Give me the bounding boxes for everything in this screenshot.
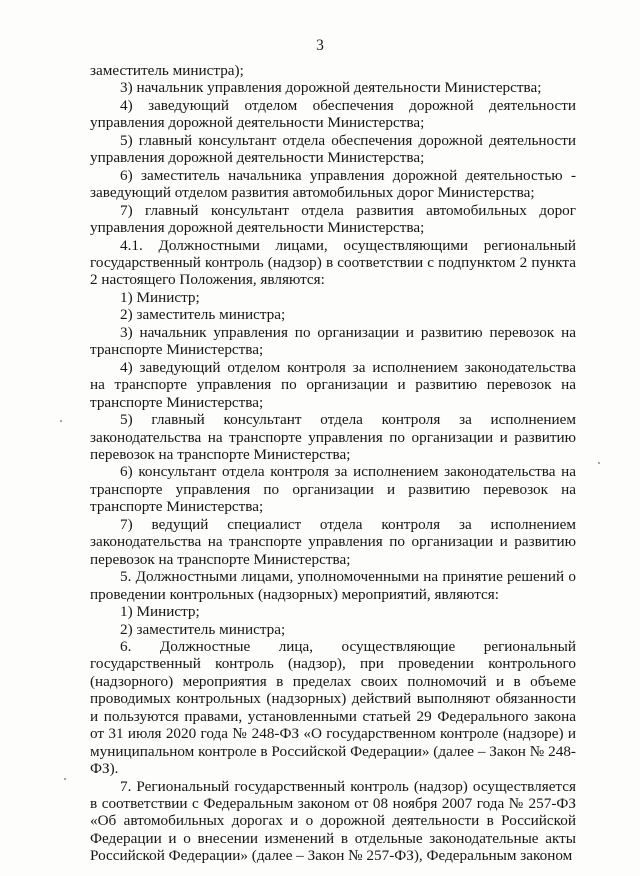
list-item-road-development-consultant: 7) главный консультант отдела развития автомобильных дорог управления дорожной деятельности Министерства;: [90, 201, 576, 237]
page-number: 3: [316, 37, 324, 54]
clause-4-1: 4.1. Должностными лицами, осуществляющими региональный государственный контроль (надзор) в соответствии с подпунктом 2 пункта 2 настоящего Положения, являются:: [90, 236, 576, 289]
list-item-deputy-minister: 2) заместитель министра;: [120, 306, 286, 324]
clause-7: 7. Региональный государственный контроль (надзор) осуществляется в соответствии с Федеральным законом от 08 ноября 2007 года № 257-ФЗ «Об автомобильных дорогах и о дорожной деятельности в Российской Федерации и о внесении изменений в отдельные законодательные акты Российской Федерации» (далее – Закон № 257-ФЗ), Федеральным законом: [90, 777, 576, 865]
list-item-minister: 1) Министр;: [120, 288, 200, 306]
document-body: [90, 62, 576, 865]
scan-speck: [64, 778, 66, 780]
list-item-transport-lead-specialist: 7) ведущий специалист отдела контроля за исполнением законодательства на транспорте управления по организации и развитию перевозок на транспорте Министерства;: [90, 515, 576, 568]
scan-speck: [598, 462, 600, 464]
list-item-transport-control-head: 4) заведующий отделом контроля за исполнением законодательства на транспорте управления по организации и развитию перевозок на транспорте Министерства;: [90, 358, 576, 411]
list-item-road-department-head: 3) начальник управления дорожной деятельности Министерства;: [120, 79, 542, 97]
list-item-deputy-minister-2: 2) заместитель министра;: [120, 620, 286, 638]
list-item-transport-chief-consultant: 5) главный консультант отдела контроля за исполнением законодательства на транспорте управления по организации и развитию перевозок на транспорте Министерства;: [90, 411, 576, 463]
clause-5: 5. Должностными лицами, уполномоченными на принятие решений о проведении контрольных (надзорных) мероприятий, являются:: [90, 568, 576, 603]
scan-speck: [60, 420, 62, 422]
clause-6: 6. Должностные лица, осуществляющие региональный государственный контроль (надзор), при проведении контрольного (надзорного) мероприятия в пределах своих полномочий и в объеме проводимых контрольных (надзорных) действий выполняют обязанности и пользуются правами, установленными статьей 29 Федерального закона от 31 июля 2020 года № 248-ФЗ «О государственном контроле (надзоре) и муниципальном контроле в Российской Федерации» (далее – Закон № 248-ФЗ).: [90, 637, 576, 778]
list-item-road-support-head: 4) заведующий отделом обеспечения дорожной деятельности управления дорожной деятельности Министерства;: [90, 96, 576, 132]
list-item-road-support-consultant: 5) главный консультант отдела обеспечения дорожной деятельности управления дорожной деятельности Министерства;: [90, 131, 576, 167]
list-item-transport-consultant: 6) консультант отдела контроля за исполнением законодательства на транспорте управления по организации и развитию перевозок на транспорте Министерства;: [90, 463, 576, 516]
list-item-road-deputy-head: 6) заместитель начальника управления дорожной деятельностью - заведующий отделом развития автомобильных дорог Министерства;: [90, 166, 576, 202]
list-item-minister-2: 1) Министр;: [120, 603, 200, 621]
paragraph-continuation: заместитель министра);: [90, 62, 244, 79]
list-item-transport-department-head: 3) начальник управления по организации и развитию перевозок на транспорте Министерства;: [90, 323, 576, 359]
